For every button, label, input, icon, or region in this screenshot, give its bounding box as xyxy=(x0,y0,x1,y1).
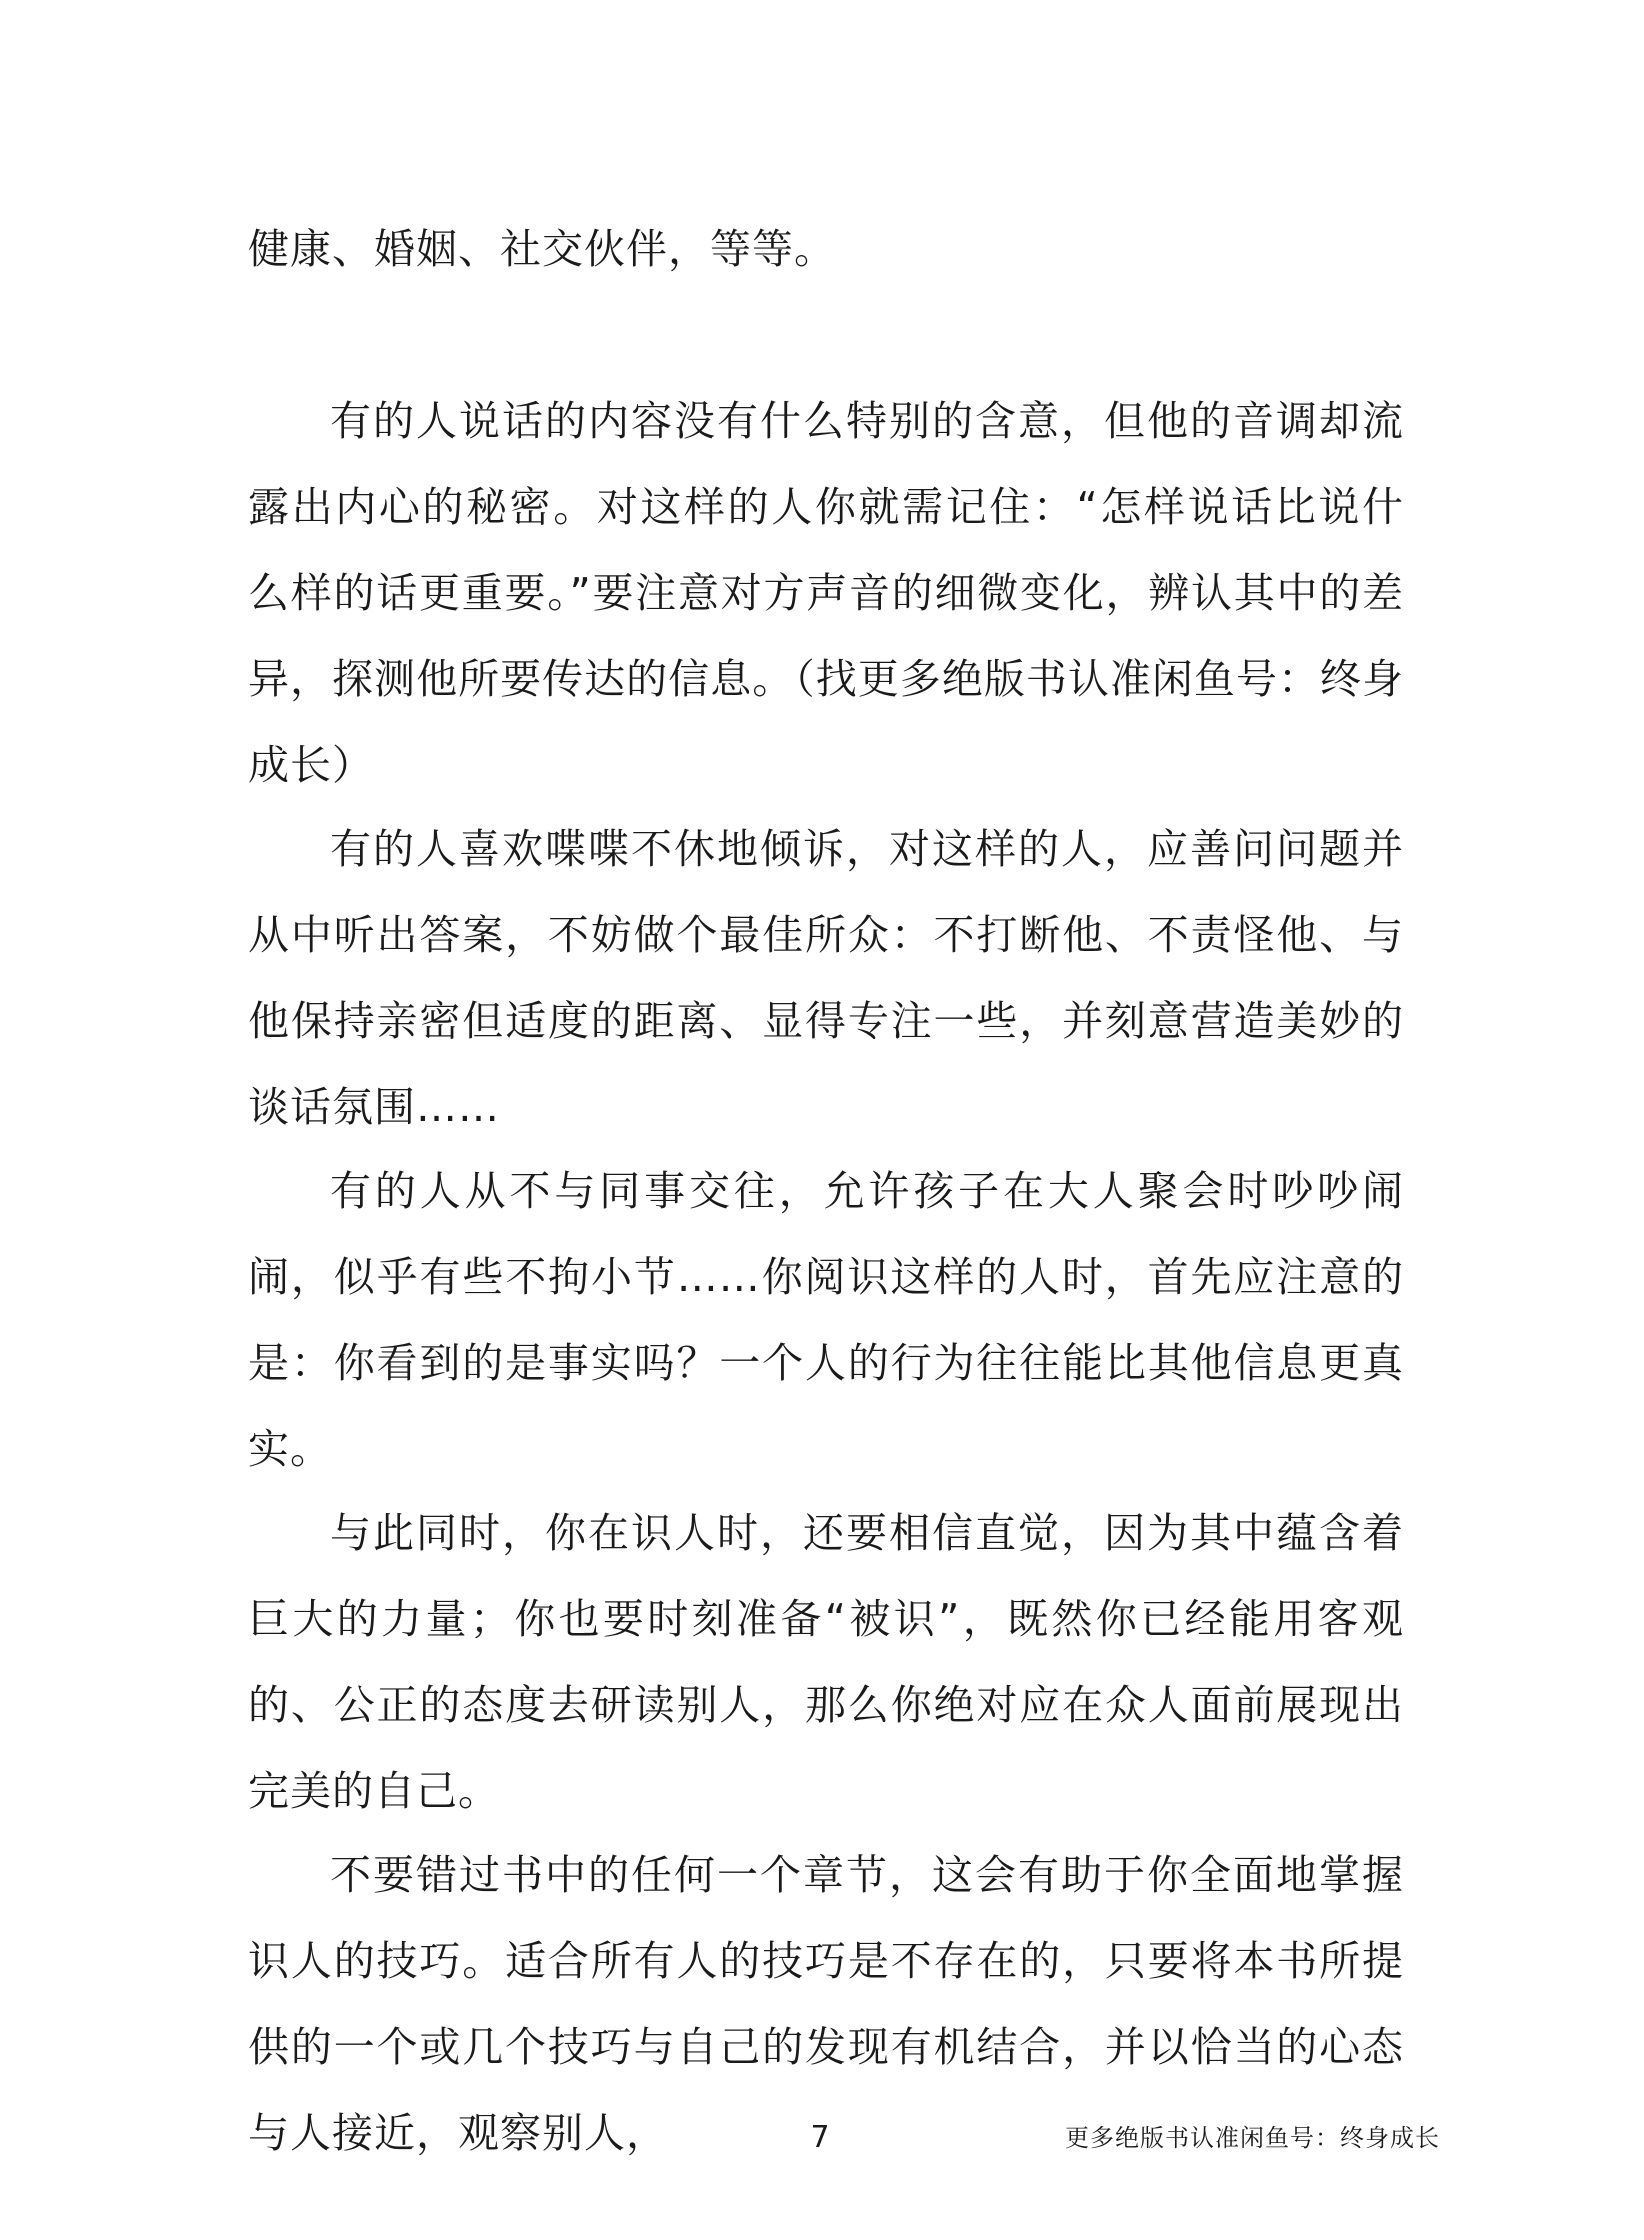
paragraph: 有的人从不与同事交往，允许孩子在大人聚会时吵吵闹闹，似乎有些不拘小节……你阅识这样的人时，首先应注意的是：你看到的是事实吗？一个人的行为往往能比其他信息更真实。 xyxy=(248,1167,1404,1473)
paragraph: 有的人喜欢喋喋不休地倾诉，对这样的人，应善问问题并从中听出答案，不妨做个最佳所众：不打断他、不责怪他、与他保持亲密但适度的距离、显得专注一些，并刻意营造美妙的谈话氛围…… xyxy=(248,825,1404,1131)
paragraph-continuation: 健康、婚姻、社交伙伴，等等。 xyxy=(248,225,836,273)
page-number: 7 xyxy=(810,2120,830,2155)
paragraph: 有的人说话的内容没有什么特别的含意，但他的音调却流露出内心的秘密。对这样的人你就需记住：“怎样说话比说什么样的话更重要。”要注意对方声音的细微变化，辨认其中的差异，探测他所要传达的信息。（找更多绝版书认准闲鱼号：终身成长） xyxy=(248,397,1404,789)
paragraph: 不要错过书中的任何一个章节，这会有助于你全面地掌握识人的技巧。适合所有人的技巧是不存在的，只要将本书所提供的一个或几个技巧与自己的发现有机结合，并以恰当的心态与人接近，观察别人， xyxy=(248,1851,1404,2157)
footer-note: 更多绝版书认准闲鱼号：终身成长 xyxy=(1065,2124,1440,2152)
paragraph: 与此同时，你在识人时，还要相信直觉，因为其中蕴含着巨大的力量；你也要时刻准备“被识”，既然你已经能用客观的、公正的态度去研读别人，那么你绝对应在众人面前展现出完美的自己。 xyxy=(248,1509,1404,1815)
